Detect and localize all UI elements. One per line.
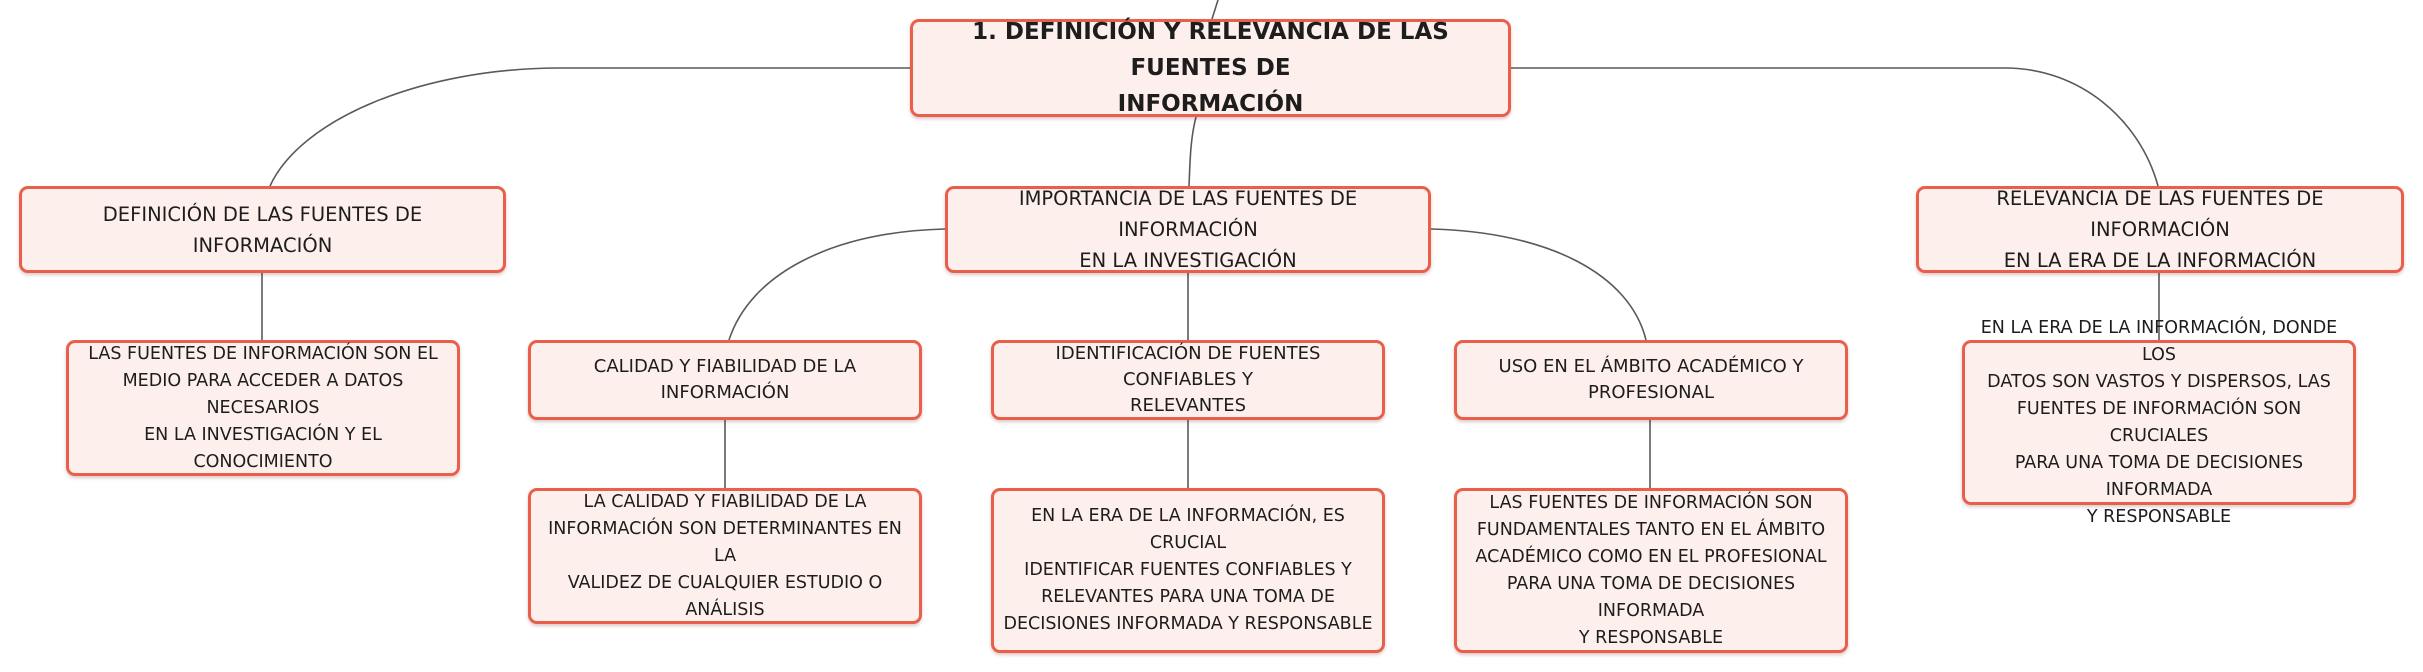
- uso-detail-node[interactable]: [1454, 488, 1848, 653]
- connector-importancia-to-uso: [1431, 229, 1646, 340]
- text-line: FUNDAMENTALES TANTO EN EL ÁMBITO: [1476, 519, 1826, 540]
- text-line: USO EN EL ÁMBITO ACADÉMICO Y: [1498, 356, 1804, 377]
- uso-detail-text: [1465, 490, 1837, 652]
- text-line: EN LA ERA DE LA INFORMACIÓN: [2003, 249, 2317, 272]
- text-line: PARA UNA TOMA DE DECISIONES INFORMADA: [2014, 452, 2304, 500]
- text-line: 1. DEFINICIÓN Y RELEVANCIA DE LAS FUENTES DE: [972, 19, 1449, 81]
- definicion-topic-text: [30, 199, 495, 261]
- text-line: IDENTIFICACIÓN DE FUENTES CONFIABLES Y: [1055, 343, 1321, 390]
- text-line: INFORMACIÓN: [1117, 91, 1304, 117]
- identificacion-subtopic-text: [1002, 341, 1374, 419]
- text-line: LAS FUENTES DE INFORMACIÓN SON EL: [88, 343, 438, 364]
- text-line: EN LA INVESTIGACIÓN Y EL CONOCIMIENTO: [144, 424, 382, 472]
- definicion-detail-text: [77, 341, 449, 476]
- importancia-topic-text: [956, 183, 1420, 276]
- connector-root-to-relevancia: [1511, 68, 2158, 186]
- importancia-topic-node[interactable]: [945, 186, 1431, 273]
- text-line: CALIDAD Y FIABILIDAD DE LA INFORMACIÓN: [593, 356, 857, 403]
- relevancia-topic-text: [1927, 183, 2393, 276]
- text-line: RELEVANTES PARA UNA TOMA DE: [1041, 587, 1335, 607]
- definicion-topic-node[interactable]: [19, 186, 506, 273]
- identificacion-subtopic-node[interactable]: [991, 340, 1385, 420]
- calidad-subtopic-text: [539, 354, 911, 406]
- text-line: RELEVANTES: [1129, 395, 1246, 416]
- text-line: RELEVANCIA DE LAS FUENTES DE INFORMACIÓN: [1996, 187, 2324, 241]
- text-line: EN LA ERA DE LA INFORMACIÓN, ES CRUCIAL: [1031, 506, 1345, 553]
- connector-root-to-definicion: [270, 68, 910, 186]
- text-line: MEDIO PARA ACCEDER A DATOS NECESARIOS: [122, 370, 404, 418]
- identificacion-detail-text: [1002, 503, 1374, 638]
- text-line: DECISIONES INFORMADA Y RESPONSABLE: [1003, 614, 1373, 634]
- text-line: PARA UNA TOMA DE DECISIONES INFORMADA: [1506, 573, 1796, 621]
- relevancia-topic-node[interactable]: [1916, 186, 2404, 273]
- text-line: DATOS SON VASTOS Y DISPERSOS, LAS: [1987, 371, 2331, 392]
- text-line: PROFESIONAL: [1588, 382, 1714, 403]
- connector-root-to-importancia: [1189, 117, 1196, 186]
- identificacion-detail-node[interactable]: [991, 488, 1385, 653]
- calidad-subtopic-node[interactable]: [528, 340, 922, 420]
- text-line: IDENTIFICAR FUENTES CONFIABLES Y: [1024, 560, 1352, 580]
- text-line: LA CALIDAD Y FIABILIDAD DE LA: [583, 491, 867, 512]
- text-line: EN LA INVESTIGACIÓN: [1079, 249, 1297, 272]
- calidad-detail-node[interactable]: [528, 488, 922, 624]
- uso-subtopic-text: [1499, 354, 1804, 406]
- calidad-detail-text: [539, 489, 911, 624]
- relevancia-detail-text: [1973, 315, 2345, 531]
- root-topic-node[interactable]: [910, 19, 1511, 117]
- root-topic-text: [921, 14, 1500, 122]
- text-line: LAS FUENTES DE INFORMACIÓN SON: [1489, 492, 1813, 513]
- text-line: IMPORTANCIA DE LAS FUENTES DE INFORMACIÓN: [1018, 187, 1358, 241]
- connector-importancia-to-calidad: [729, 229, 945, 340]
- relevancia-detail-node[interactable]: [1962, 317, 2356, 527]
- definicion-detail-node[interactable]: [66, 340, 460, 476]
- text-line: ACADÉMICO COMO EN EL PROFESIONAL: [1475, 546, 1827, 567]
- text-line: EN LA ERA DE LA INFORMACIÓN, DONDE LOS: [1980, 317, 2338, 365]
- text-line: INFORMACIÓN SON DETERMINANTES EN LA: [548, 518, 902, 566]
- uso-subtopic-node[interactable]: [1454, 340, 1848, 420]
- text-line: VALIDEZ DE CUALQUIER ESTUDIO O ANÁLISIS: [567, 572, 883, 620]
- text-line: Y RESPONSABLE: [2086, 506, 2232, 527]
- text-line: FUENTES DE INFORMACIÓN SON CRUCIALES: [2016, 398, 2302, 446]
- text-line: Y RESPONSABLE: [1578, 627, 1724, 648]
- text-line: DEFINICIÓN DE LAS FUENTES DE INFORMACIÓN: [102, 202, 423, 257]
